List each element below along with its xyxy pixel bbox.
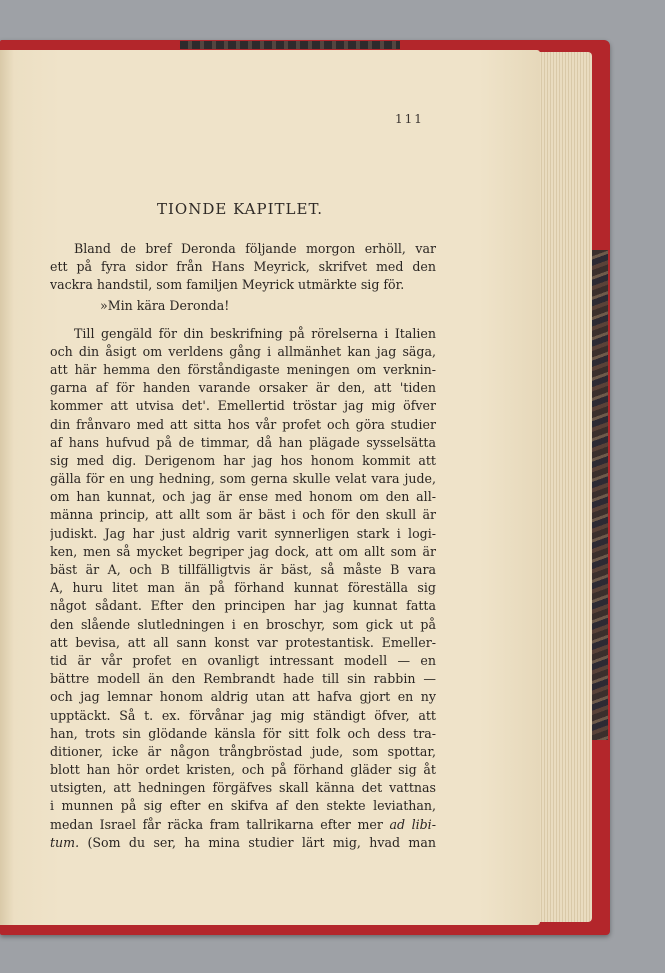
text-line: sig med dig. Derigenom har jag hos honom kommit att [50,452,436,468]
text-segment: (Som du ser, ha mina studier lärt mig, hvad man [87,834,436,850]
italic-text: ad libi- [389,816,436,832]
text-line: ett på fyra sidor från Hans Meyrick, skrifvet med den [50,259,436,275]
text-line: männa princip, att allt som är bäst i och för den skull är [50,507,436,523]
text-line: utsigten, att hedningen förgäfves skall känna det vattnas [50,780,436,796]
text-line: bättre modell än den Rembrandt hade till sin rabbin — [50,671,436,687]
text-line: blott han hör ordet kristen, och på förhand gläder sig åt [50,762,436,778]
text-line: kommer att utvisa det'. Emellertid tröstar jag mig öfver [50,398,436,414]
text-line: han, trots sin glödande känsla för sitt folk och dess tra- [50,725,436,741]
letter-salutation: »Min kära Deronda! [100,297,230,313]
text-line: och jag lemnar honom aldrig utan att hafva gjort en ny [50,689,436,705]
text-line: den slående slutledningen i en broschyr, som gick ut på [50,616,436,632]
text-line: och din åsigt om verldens gång i allmänhet kan jag säga, [50,343,436,359]
text-line [50,834,436,852]
text-line: din frånvaro med att sitta hos vår profet och göra studier [50,416,436,432]
text-line: vackra handstil, som familjen Meyrick utmärkte sig för. [50,277,405,293]
text-line: bäst är A, och B tillfälligtvis är bäst, så måste B vara [50,562,436,577]
text-line: något sådant. Efter den principen har jag kunnat fatta [50,598,436,614]
text-line: gälla för en ung hedning, som gerna skulle velat vara jude, [50,471,436,487]
text-line: ken, men så mycket begriper jag dock, att om allt som är [50,543,436,559]
page-number: 111 [395,112,424,126]
text-line: judiskt. Jag har just aldrig varit synnerligen stark i logi- [50,525,436,541]
text-line: upptäckt. Så t. ex. förvånar jag mig ständigt öfver, att [50,707,436,723]
italic-text: tum. [50,834,80,850]
text-line: ditioner, icke är någon trångbröstad jude, som spottar, [50,743,436,759]
text-line: Till gengäld för din beskrifning på rörelserna i Italien [74,325,436,341]
text-line: i munnen på sig efter en skifva af den stekte leviathan, [50,798,436,814]
text-line: Bland de bref Deronda följande morgon erhöll, var [74,241,436,256]
text-line: att här hemma den förståndigaste meningen om verknin- [50,361,436,377]
chapter-title: TIONDE KAPITLET. [156,200,324,218]
text-line [50,816,436,834]
text-line: af hans hufvud på de timmar, då han plägade sysselsätta [50,434,436,450]
body-text [50,240,436,852]
text-line: A, huru litet man än på förhand kunnat föreställa sig [50,580,436,596]
text-line: att bevisa, att all sann konst var protestantisk. Emeller- [50,634,436,650]
text-line: tid är vår profet en ovanligt intressant modell — en [50,652,436,668]
text-segment: medan Israel får räcka fram tallrikarna efter mer [50,816,383,832]
text-line: om han kunnat, och jag är ense med honom om den all- [50,489,436,505]
cover-marble-edge [592,250,608,740]
text-line: garna af för handen varande orsaker är den, att 'tiden [50,380,436,396]
cover-top-marble-edge [180,41,400,49]
